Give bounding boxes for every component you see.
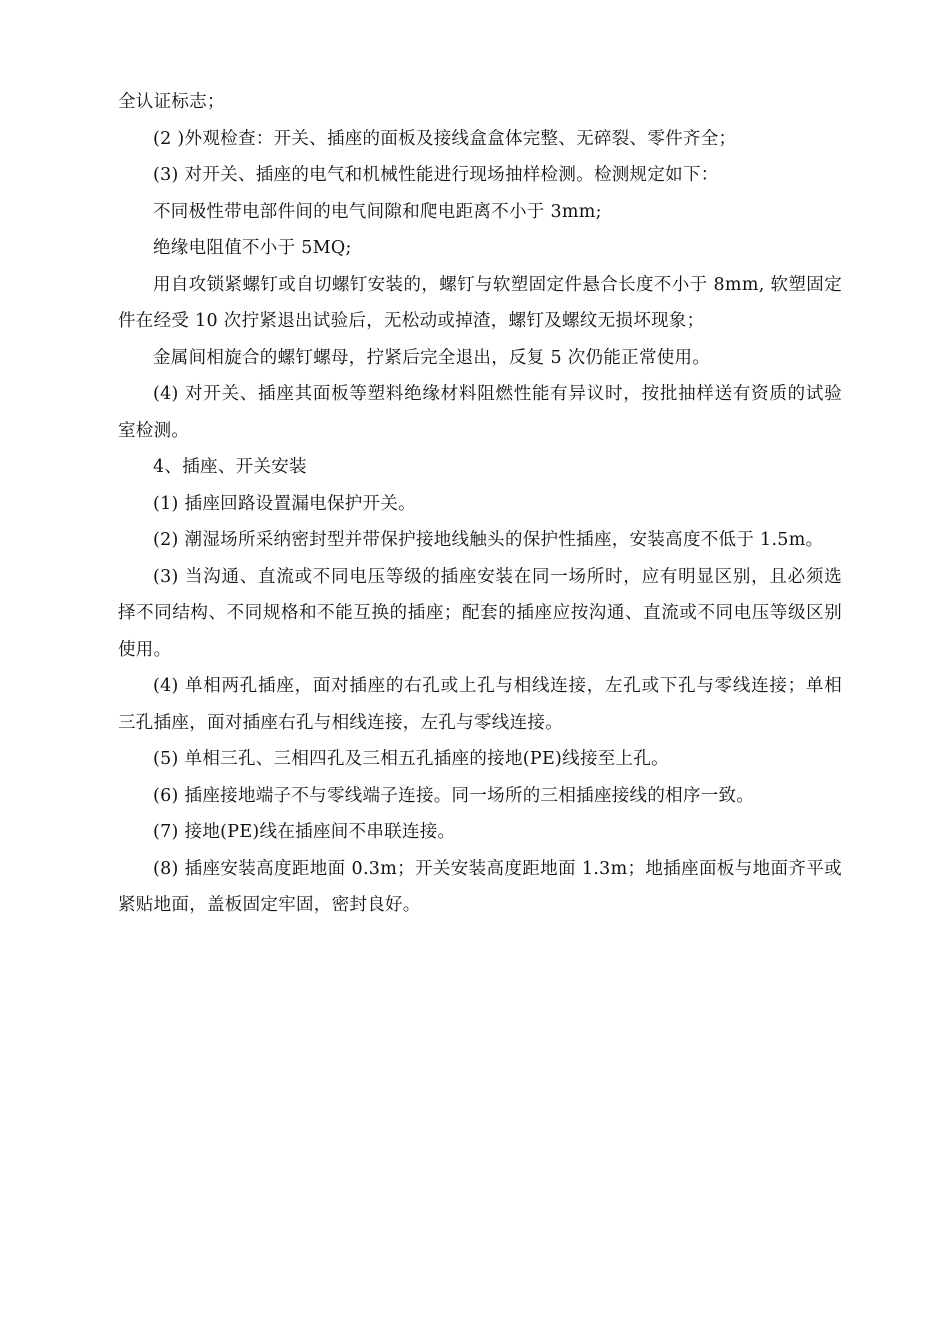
paragraph-install-7: (7) 接地(PE)线在插座间不串联连接。 xyxy=(153,822,456,842)
paragraph-flame-retardant: (4) 对开关、插座其面板等塑料绝缘材料阻燃性能有异议时，按批抽样送有资质的试验室检测。 xyxy=(118,384,842,441)
paragraph-sampling-test: (3) 对开关、插座的电气和机械性能进行现场抽样检测。检测规定如下： xyxy=(153,165,719,185)
paragraph-metal-screw: 金属间相旋合的螺钉螺母，拧紧后完全退出，反复 5 次仍能正常使用。 xyxy=(153,347,711,368)
paragraph-install-5: (5) 单相三孔、三相四孔及三相五孔插座的接地(PE)线接至上孔。 xyxy=(153,749,669,769)
paragraph-appearance-check: (2 )外观检查：开关、插座的面板及接线盒盒体完整、无碎裂、零件齐全； xyxy=(153,128,737,149)
paragraph-install-3: (3) 当沟通、直流或不同电压等级的插座安装在同一场所时，应有明显区别，且必须选择不同结构、不同规格和不能互换的插座；配套的插座应按沟通、直流或不同电压等级区别使用。 xyxy=(118,566,842,660)
section-heading-installation: 4、插座、开关安装 xyxy=(153,457,307,477)
paragraph-screw-test: 用自攻锁紧螺钉或自切螺钉安装的，螺钉与软塑固定件悬合长度不小于 8mm, 软塑固定件在经受 10 次拧紧退出试验后，无松动或掉渣，螺钉及螺纹无损坏现象； xyxy=(118,274,842,331)
paragraph-install-8: (8) 插座安装高度距地面 0.3m；开关安装高度距地面 1.3m；地插座面板与地面齐平或紧贴地面，盖板固定牢固，密封良好。 xyxy=(118,858,842,915)
paragraph-install-1: (1) 插座回路设置漏电保护开关。 xyxy=(153,493,416,514)
document-body xyxy=(118,84,842,924)
paragraph-continuation: 全认证标志； xyxy=(118,92,225,112)
paragraph-install-2: (2) 潮湿场所采纳密封型并带保护接地线触头的保护性插座，安装高度不低于 1.5m。 xyxy=(153,530,824,550)
paragraph-insulation: 绝缘电阻值不小于 5MQ; xyxy=(153,238,352,258)
paragraph-install-6: (6) 插座接地端子不与零线端子连接。同一场所的三相插座接线的相序一致。 xyxy=(153,785,755,806)
paragraph-clearance: 不同极性带电部件间的电气间隙和爬电距离不小于 3mm; xyxy=(153,201,602,222)
paragraph-install-4: (4) 单相两孔插座，面对插座的右孔或上孔与相线连接，左孔或下孔与零线连接；单相三孔插座，面对插座右孔与相线连接，左孔与零线连接。 xyxy=(118,676,842,733)
